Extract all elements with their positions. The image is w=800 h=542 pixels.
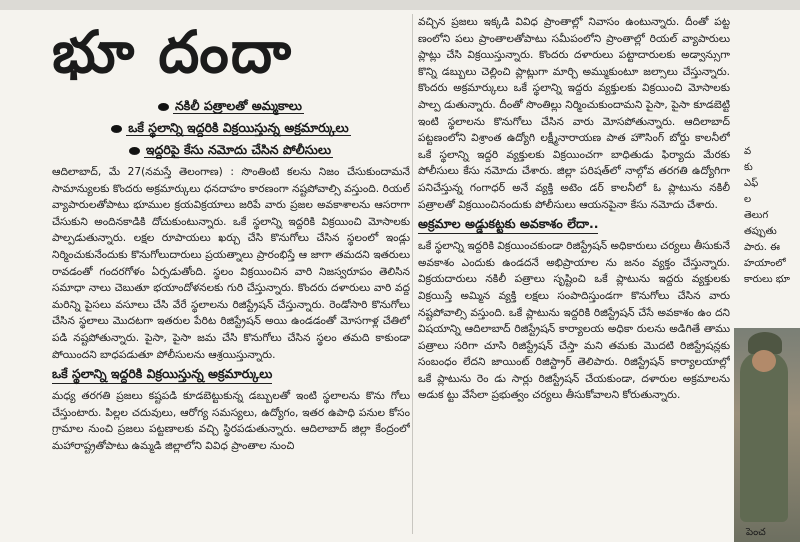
strip-line: తెలుగ [744,210,769,221]
column-divider [412,14,413,534]
strip-line: కు [744,162,753,173]
strip-line: ఎఫ్ [744,178,759,189]
deck-2 [52,120,410,136]
adjacent-article-strip [734,14,800,542]
right-subheading: అక్రమాల అడ్డుకట్టకు అవకాశం లేదా.. [418,215,598,234]
strip-line: పారు. ఈ [744,242,780,253]
officer-figure [740,352,788,522]
deck-1 [52,98,410,114]
left-paragraph-1: ఆదిలాబాద్‌, మే 27(నమస్తే తెలంగాణ) : సొంతింటి కలను నిజం చేసుకుందామనే సామాన్యులకు కొందరు అక్రమార్కులు ధనదాహం కారణంగా నష్టపోవాల్సి వస్తుంది. రియల్‌ వ్యాపారులతోపాటు భూముల క్రయవిక్రయాలు జరిపే వారు ప్రజల అవకాశాలను ఆసరాగా చేసుకుని అందినకాడికి దోచుకుంటున్నారు. ఒకే స్థలాన్ని ఇద్దరికి విక్రయించి మోసాలకు పాల్పడుతున్నారు. లక్షల రూపాయలు ఖర్చు చేసి కొనుగోలు చేసిన స్థలంలో ఇండ్లు నిర్మించుకునేందుకు కొనుగోలుదారులు ప్రయత్నాలు ప్రారంభిస్తే ఆ జాగా తమదని ఇతరులు రావడంతో గందరగోళం ఏర్పడుతోంది. స్థలం విక్రయించిన వారి నిజస్వరూపం తెలిసిన సమాధా నాలు చెబుతూ భయాందోళనలకు గురి చేస్తున్నారు. కొందరు దళారులు వారి వద్ద మరిన్ని పైసలు వసూలు చేసి వేరే స్థలాలను రిజిస్ట్రేషన్‌ చేస్తున్నారు. రెండోసారి కొనుగోలు చేసిన స్థలాలు మొదటగా ఇతరుల పేరిట రిజిస్ట్రేషన్‌ అయి ఉండడంతో మోసగాళ్ల చేతిలో పడి నష్టపోతున్నారు. పైసా, పైసా జమ చేసి కొనుగోలు చేసిన స్థలం తమది కాకుండా పోయిందని బాధపడుతూ పోలీసులను ఆశ్రయిస్తున్నారు. [52,166,410,361]
strip-line: కారులు భూ [744,274,790,285]
left-paragraph-2: మధ్య తరగతి ప్రజలు కష్టపడి కూడబెట్టుకున్న డబ్బులతో ఇంటి స్థలాలను కొను గోలు చేస్తుంటారు. పిల్లల చదువులు, ఆరోగ్య సమస్యలు, ఉద్యోగం, ఇతర ఉపాధి పనుల కోసం గ్రామాల నుంచి ప్రజలు పట్టణాలకు వచ్చి స్థిరపడుతున్నారు. ఆదిలాబాద్‌ జిల్లా కేంద్రంలో మహారాష్ట్రతోపాటు ఉమ్మడి జిల్లాలోని వివిధ ప్రాంతాల నుంచి [52,390,410,452]
adjacent-article-text [744,144,800,288]
strip-line: హయాంలో [744,258,786,269]
top-margin-bar [0,0,800,10]
deck-3-text: ఇద్దరిపై కేసు నమోదు చేసిన పోలీసులు [145,142,332,157]
officer-face [752,350,776,372]
left-column [52,14,410,534]
bullet-icon [158,103,169,111]
bullet-icon [129,147,140,155]
strip-line: వ [744,146,752,157]
strip-line: ల [744,194,752,205]
strip-line: తప్పుతు [744,226,777,237]
deck-1-text: నకిలీ పత్రాలతో అమ్మకాలు [175,98,302,113]
headline: భూ దందా [52,18,294,86]
deck-3 [52,142,410,158]
police-officer-photo [734,328,800,542]
deck-2-text: ఒకే స్థలాన్ని ఇద్దరికి విక్రయిస్తున్న అక్రమార్కులు [128,120,349,135]
right-paragraph-2: ఒకే స్థలాన్ని ఇద్దరికి విక్రయించకుండా రిజిస్ట్రేషన్‌ అధికారులు చర్యలు తీసుకునే అవకాశం ఎందుకు ఉండదనే అభిప్రాయాల ను జనం వ్యక్తం చేస్తున్నారు. విక్రయదారులు నకిలీ పత్రాలు సృష్టించి ఒకే ప్లాటును ఇద్దరు వ్యక్తులకు విక్రయిస్తే అమ్మిన వ్యక్తి లక్షలు సంపాదిస్తుండగా కొనుగోలు చేసిన వారు నష్టపోవాల్సి వస్తుంది. ఒకే ప్లాటును ఇద్దరికి రిజిస్ట్రేషన్‌ చేసే అవకాశం ఉం దని విషయాన్ని ఆదిలాబాద్‌ రిజిస్ట్రేషన్‌ కార్యాలయ అధికా రులను అడిగితే తాము పత్రాలు సరిగా చూసి రిజిస్ట్రేషన్‌ చేస్తా మని తమకు మొదటి రిజిస్ట్రేషన్లకు సంబంధం లేదని జాయింట్‌ రిజిస్ట్రార్‌ తెలిపారు. రిజిస్ట్రేషన్‌ కార్యాలయాల్లో ఒకే ప్లాటును రెం డు సార్లు రిజిస్ట్రేషన్‌ చేయకుండా, దళారుల అక్రమాలను అడుక ట్టు వేసేలా ప్రభుత్వం చర్యలు తీసుకోవాలని కోరుతున్నారు. [418,240,730,402]
right-column [418,14,730,534]
left-subheading: ఒకే స్థలాన్ని ఇద్దరికి విక్రయిస్తున్న అక్రమార్కులు [52,365,272,384]
photo-caption: పెంచ [746,527,766,538]
right-paragraph-1: వచ్చిన ప్రజలు ఇక్కడి వివిధ ప్రాంతాల్లో నివాసం ఉంటున్నారు. దీంతో పట్ట ణంలోని పలు ప్రాంతాలతోపాటు సమీపంలోని ప్రాంతాల్లో రియల్‌ వ్యాపారులు ప్లాట్లు చేసి విక్రయిస్తున్నారు. కొందరు దళారులు పట్టాదారులకు అడ్వాన్సుగా కొన్ని డబ్బులు చెల్లించి ప్లాట్లుగా మార్చి అమ్ముకుంటూ జల్సాలు చేస్తున్నారు. కొందరు అక్రమార్కులు ఒకే స్థలాన్ని ఇద్దరు వ్యక్తులకు విక్రయించి మోసాలకు పాల్ప డుతున్నారు. దీంతో సొంతిల్లు నిర్మించుకుందామని పైసా, పైసా కూడబెట్టి ఇంటి స్థలాలను కొనుగోలు చేసిన వారు మోసపోతున్నారు. ఆదిలాబాద్‌ పట్టణంలోని విశ్రాంత ఉద్యోగి లక్ష్మీనారాయణ పాత హౌసింగ్‌ బోర్డు కాలనీలో ఒకే స్థలాన్ని ఇద్దరి వ్యక్తులకు విక్రయించగా బాధితుడు ఫిర్యాదు మేరకు పోలీసులు కేసు నమోదు చేశారు. జిల్లా పరిషత్‌లో నాల్గోవ తరగతి ఉద్యోగిగా పనిచేస్తున్న గంగాధర్‌ అనే వ్యక్తి అటెం డర్‌ కాలనీలో ఓ ప్లాటును నకిలీ పత్రాలతో విక్రయించినందుకు పోలీసులు ఆయనపైనా కేసు నమోదు చేశారు. [418,16,730,211]
bullet-icon [111,125,122,133]
